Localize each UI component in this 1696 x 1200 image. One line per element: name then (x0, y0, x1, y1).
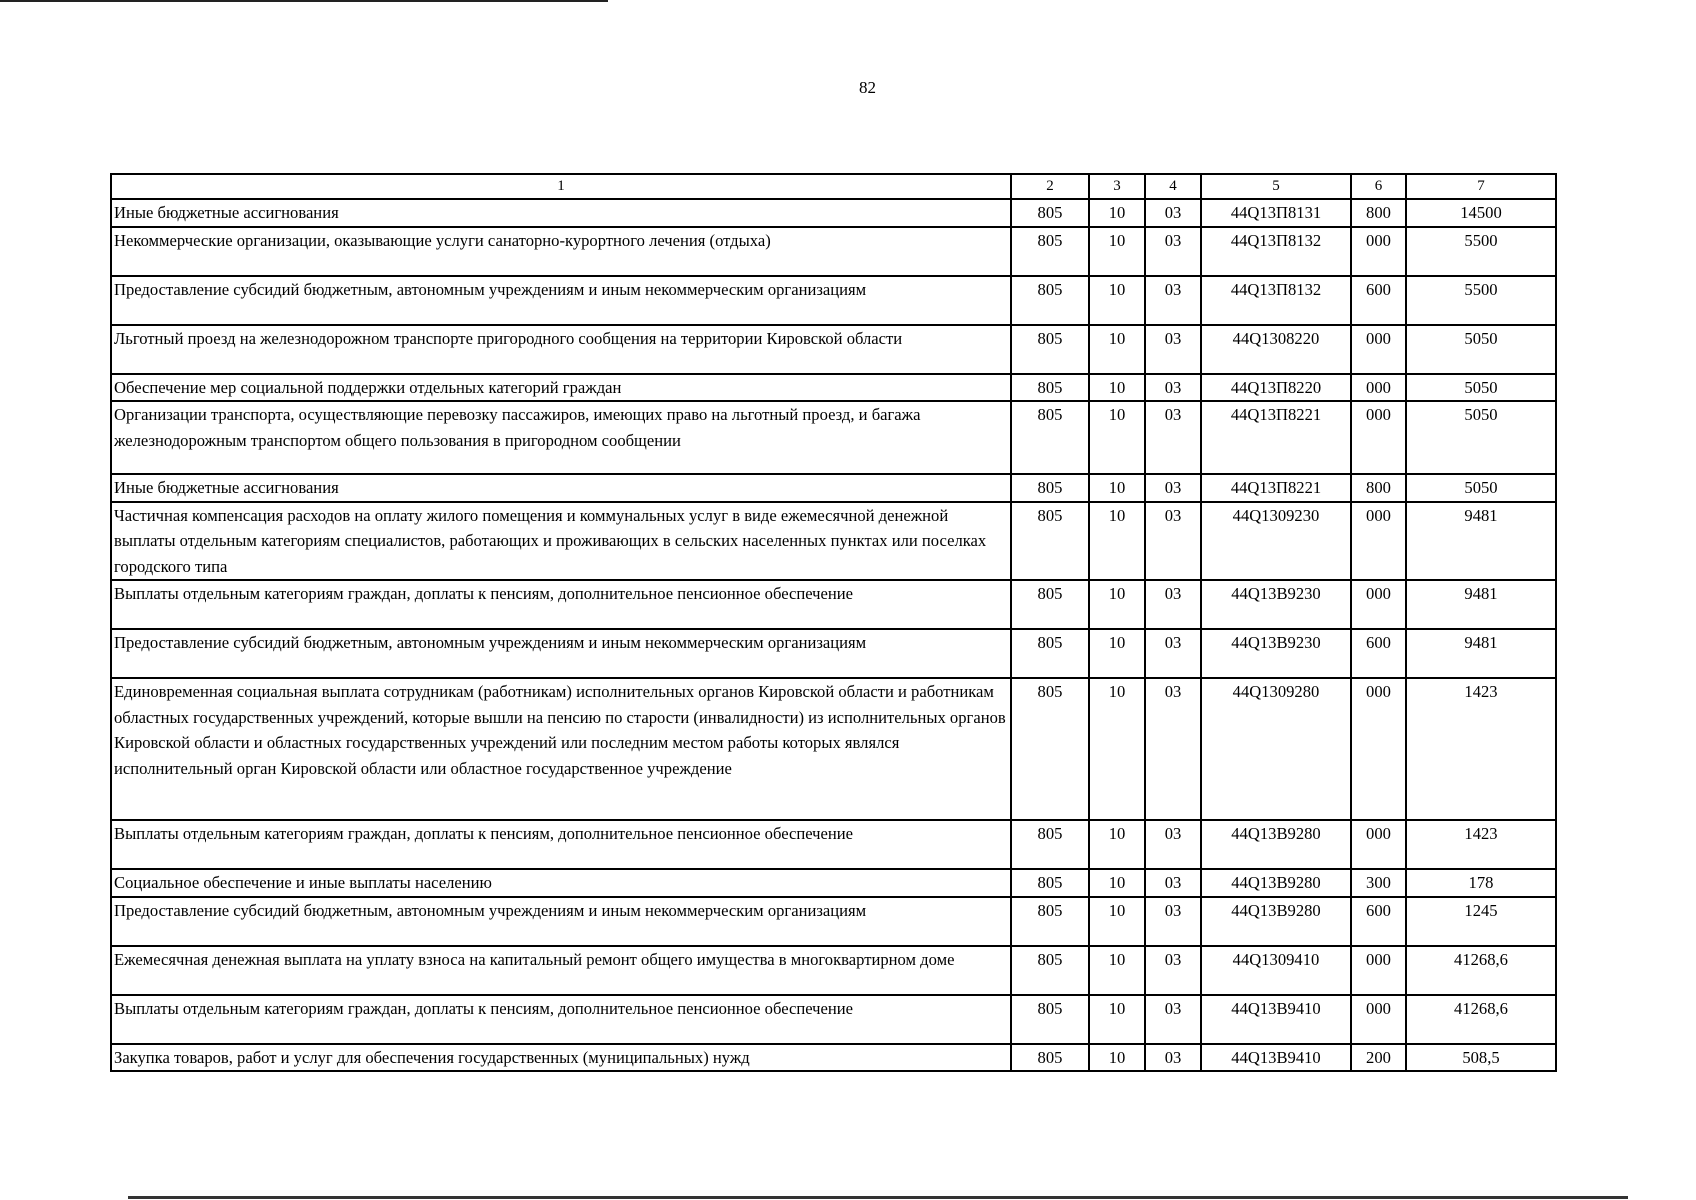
row-value-cell: 5500 (1406, 276, 1556, 325)
row-value-cell: 805 (1011, 199, 1089, 227)
row-value-cell: 03 (1145, 325, 1201, 374)
row-value-cell: 44Q13В9230 (1201, 629, 1351, 678)
row-name-cell: Иные бюджетные ассигнования (111, 199, 1011, 227)
row-value-cell: 10 (1089, 474, 1145, 502)
row-value-cell: 03 (1145, 946, 1201, 995)
row-value-cell: 805 (1011, 820, 1089, 869)
row-value-cell: 03 (1145, 897, 1201, 946)
table-row (111, 401, 1556, 474)
row-value-cell: 03 (1145, 995, 1201, 1044)
row-value-cell: 000 (1351, 401, 1406, 474)
row-value-cell: 800 (1351, 199, 1406, 227)
row-name-cell: Единовременная социальная выплата сотрудникам (работникам) исполнительных органов Кировской области и работникам областных государственных учреждений, которые вышли на пенсию по старости (инвалидности) из исполнительных органов Кировской области и областных государственных учреждений или последним местом работы которых являлся исполнительный орган Кировской области или областное государственное учреждение (111, 678, 1011, 820)
row-name-cell: Предоставление субсидий бюджетным, автономным учреждениям и иным некоммерческим организациям (111, 897, 1011, 946)
header-cell: 7 (1406, 174, 1556, 199)
row-name-cell: Некоммерческие организации, оказывающие услуги санаторно-курортного лечения (отдыха) (111, 227, 1011, 276)
row-value-cell: 9481 (1406, 580, 1556, 629)
row-value-cell: 805 (1011, 580, 1089, 629)
row-value-cell: 03 (1145, 629, 1201, 678)
table-row (111, 276, 1556, 325)
header-cell: 4 (1145, 174, 1201, 199)
row-value-cell: 44Q13П8131 (1201, 199, 1351, 227)
row-value-cell: 44Q1308220 (1201, 325, 1351, 374)
table-row (111, 502, 1556, 581)
table-row (111, 1044, 1556, 1072)
row-value-cell: 10 (1089, 995, 1145, 1044)
row-value-cell: 10 (1089, 502, 1145, 581)
row-value-cell: 508,5 (1406, 1044, 1556, 1072)
row-name-cell: Предоставление субсидий бюджетным, автономным учреждениям и иным некоммерческим организациям (111, 629, 1011, 678)
row-value-cell: 10 (1089, 869, 1145, 897)
row-value-cell: 03 (1145, 227, 1201, 276)
table-row (111, 995, 1556, 1044)
header-cell: 2 (1011, 174, 1089, 199)
scan-edge-top (0, 0, 608, 2)
row-value-cell: 1245 (1406, 897, 1556, 946)
row-value-cell: 600 (1351, 276, 1406, 325)
row-value-cell: 805 (1011, 629, 1089, 678)
scan-edge-bottom (128, 1196, 1628, 1199)
row-value-cell: 44Q13П8220 (1201, 374, 1351, 402)
row-value-cell: 44Q13П8132 (1201, 276, 1351, 325)
row-value-cell: 000 (1351, 820, 1406, 869)
row-value-cell: 10 (1089, 820, 1145, 869)
table-row (111, 199, 1556, 227)
row-value-cell: 44Q1309410 (1201, 946, 1351, 995)
row-value-cell: 10 (1089, 1044, 1145, 1072)
row-value-cell: 5500 (1406, 227, 1556, 276)
row-value-cell: 03 (1145, 374, 1201, 402)
row-value-cell: 03 (1145, 580, 1201, 629)
row-value-cell: 44Q13В9410 (1201, 1044, 1351, 1072)
row-value-cell: 03 (1145, 199, 1201, 227)
table-row (111, 580, 1556, 629)
row-value-cell: 03 (1145, 502, 1201, 581)
table-row (111, 820, 1556, 869)
row-value-cell: 14500 (1406, 199, 1556, 227)
row-value-cell: 800 (1351, 474, 1406, 502)
row-value-cell: 000 (1351, 374, 1406, 402)
row-value-cell: 805 (1011, 995, 1089, 1044)
budget-table (110, 173, 1557, 1072)
row-value-cell: 000 (1351, 502, 1406, 581)
row-value-cell: 600 (1351, 629, 1406, 678)
row-value-cell: 805 (1011, 678, 1089, 820)
row-value-cell: 000 (1351, 325, 1406, 374)
row-value-cell: 000 (1351, 995, 1406, 1044)
row-name-cell: Выплаты отдельным категориям граждан, доплаты к пенсиям, дополнительное пенсионное обеспечение (111, 995, 1011, 1044)
row-value-cell: 5050 (1406, 325, 1556, 374)
row-value-cell: 44Q13В9280 (1201, 897, 1351, 946)
row-value-cell: 5050 (1406, 374, 1556, 402)
row-value-cell: 10 (1089, 325, 1145, 374)
row-value-cell: 10 (1089, 276, 1145, 325)
row-value-cell: 10 (1089, 374, 1145, 402)
row-name-cell: Социальное обеспечение и иные выплаты населению (111, 869, 1011, 897)
row-value-cell: 44Q13В9280 (1201, 869, 1351, 897)
row-value-cell: 10 (1089, 401, 1145, 474)
row-value-cell: 805 (1011, 474, 1089, 502)
row-value-cell: 44Q13В9230 (1201, 580, 1351, 629)
page-number: 82 (859, 78, 876, 97)
row-value-cell: 5050 (1406, 401, 1556, 474)
header-cell: 5 (1201, 174, 1351, 199)
row-value-cell: 10 (1089, 580, 1145, 629)
row-value-cell: 03 (1145, 474, 1201, 502)
header-cell: 1 (111, 174, 1011, 199)
row-value-cell: 9481 (1406, 629, 1556, 678)
table-row (111, 325, 1556, 374)
row-name-cell: Частичная компенсация расходов на оплату жилого помещения и коммунальных услуг в виде ежемесячной денежной выплаты отдельным категориям специалистов, работающих и проживающих в сельских населенных пунктах или поселках городского типа (111, 502, 1011, 581)
row-value-cell: 9481 (1406, 502, 1556, 581)
row-value-cell: 300 (1351, 869, 1406, 897)
row-value-cell: 10 (1089, 678, 1145, 820)
table-header-row (111, 174, 1556, 199)
row-name-cell: Выплаты отдельным категориям граждан, доплаты к пенсиям, дополнительное пенсионное обеспечение (111, 580, 1011, 629)
row-value-cell: 41268,6 (1406, 995, 1556, 1044)
row-value-cell: 805 (1011, 897, 1089, 946)
table-row (111, 869, 1556, 897)
row-name-cell: Организации транспорта, осуществляющие перевозку пассажиров, имеющих право на льготный проезд, и багажа железнодорожным транспортом общего пользования в пригородном сообщении (111, 401, 1011, 474)
row-value-cell: 805 (1011, 502, 1089, 581)
row-value-cell: 03 (1145, 869, 1201, 897)
row-value-cell: 000 (1351, 678, 1406, 820)
header-cell: 6 (1351, 174, 1406, 199)
row-value-cell: 805 (1011, 325, 1089, 374)
row-value-cell: 000 (1351, 946, 1406, 995)
row-value-cell: 44Q13П8221 (1201, 401, 1351, 474)
header-cell: 3 (1089, 174, 1145, 199)
row-name-cell: Закупка товаров, работ и услуг для обеспечения государственных (муниципальных) нужд (111, 1044, 1011, 1072)
row-name-cell: Льготный проезд на железнодорожном транспорте пригородного сообщения на территории Кировской области (111, 325, 1011, 374)
row-value-cell: 44Q1309230 (1201, 502, 1351, 581)
row-value-cell: 44Q13В9280 (1201, 820, 1351, 869)
row-name-cell: Обеспечение мер социальной поддержки отдельных категорий граждан (111, 374, 1011, 402)
row-value-cell: 805 (1011, 869, 1089, 897)
table-row (111, 629, 1556, 678)
row-value-cell: 44Q1309280 (1201, 678, 1351, 820)
row-name-cell: Ежемесячная денежная выплата на уплату взноса на капитальный ремонт общего имущества в многоквартирном доме (111, 946, 1011, 995)
table-row (111, 897, 1556, 946)
row-value-cell: 03 (1145, 1044, 1201, 1072)
row-value-cell: 41268,6 (1406, 946, 1556, 995)
row-value-cell: 10 (1089, 897, 1145, 946)
row-value-cell: 805 (1011, 374, 1089, 402)
row-value-cell: 10 (1089, 946, 1145, 995)
row-value-cell: 805 (1011, 1044, 1089, 1072)
row-value-cell: 805 (1011, 946, 1089, 995)
table-row (111, 946, 1556, 995)
row-value-cell: 5050 (1406, 474, 1556, 502)
row-value-cell: 44Q13В9410 (1201, 995, 1351, 1044)
row-value-cell: 1423 (1406, 678, 1556, 820)
table-row (111, 474, 1556, 502)
row-value-cell: 03 (1145, 820, 1201, 869)
row-name-cell: Предоставление субсидий бюджетным, автономным учреждениям и иным некоммерческим организациям (111, 276, 1011, 325)
row-value-cell: 03 (1145, 401, 1201, 474)
row-value-cell: 805 (1011, 227, 1089, 276)
table-body (111, 174, 1556, 1071)
row-value-cell: 03 (1145, 678, 1201, 820)
table-row (111, 227, 1556, 276)
row-value-cell: 200 (1351, 1044, 1406, 1072)
row-value-cell: 805 (1011, 401, 1089, 474)
table-row (111, 678, 1556, 820)
row-value-cell: 000 (1351, 580, 1406, 629)
row-value-cell: 000 (1351, 227, 1406, 276)
row-value-cell: 600 (1351, 897, 1406, 946)
row-name-cell: Иные бюджетные ассигнования (111, 474, 1011, 502)
row-value-cell: 10 (1089, 199, 1145, 227)
row-value-cell: 178 (1406, 869, 1556, 897)
row-value-cell: 10 (1089, 629, 1145, 678)
row-name-cell: Выплаты отдельным категориям граждан, доплаты к пенсиям, дополнительное пенсионное обеспечение (111, 820, 1011, 869)
row-value-cell: 1423 (1406, 820, 1556, 869)
row-value-cell: 805 (1011, 276, 1089, 325)
row-value-cell: 44Q13П8221 (1201, 474, 1351, 502)
row-value-cell: 44Q13П8132 (1201, 227, 1351, 276)
table-row (111, 374, 1556, 402)
row-value-cell: 10 (1089, 227, 1145, 276)
row-value-cell: 03 (1145, 276, 1201, 325)
